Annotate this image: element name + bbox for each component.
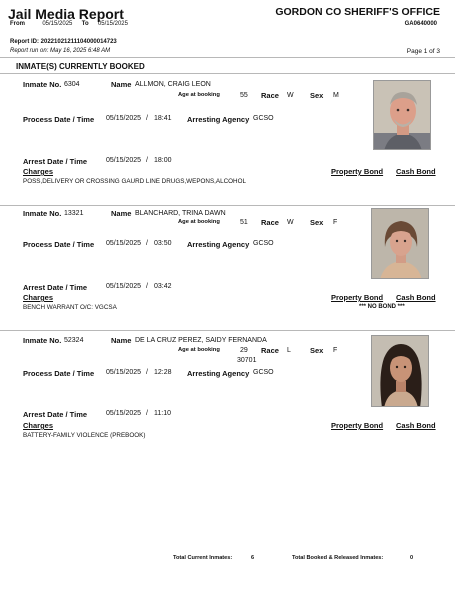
- sex-label: Sex: [310, 218, 324, 227]
- sex-label: Sex: [310, 346, 324, 355]
- total-booked-label: Total Booked & Released Inmates:: [292, 555, 384, 561]
- inmate-no-label: Inmate No.: [23, 336, 62, 345]
- zip-code: 30701: [237, 357, 257, 364]
- name-label: Name: [111, 336, 132, 345]
- charge-text: BENCH WARRANT O/C: VGCSA: [23, 304, 117, 311]
- report-id-value: 20221021211104000014723: [40, 39, 117, 45]
- process-time: 12:28: [154, 369, 172, 376]
- inmate-name: ALLMON, CRAIG LEON: [135, 80, 211, 88]
- process-time: 18:41: [154, 115, 172, 122]
- agency: GCSO: [253, 369, 274, 376]
- race: W: [287, 219, 294, 226]
- arrest-date: 05/15/2025: [106, 157, 142, 164]
- agency-label: Arresting Agency: [187, 115, 250, 124]
- cash-bond-label: Cash Bond: [396, 167, 436, 176]
- process-time: 03:50: [154, 240, 172, 247]
- arrest-time: 18:00: [154, 157, 172, 164]
- race: W: [287, 92, 294, 99]
- process-label: Process Date / Time: [23, 115, 95, 124]
- run-on-value: May 16, 2025 6:48 AM: [50, 48, 111, 54]
- age: 29: [240, 347, 248, 354]
- inmate-no: 13321: [64, 209, 84, 217]
- process-label: Process Date / Time: [23, 240, 95, 249]
- to-label: To: [81, 21, 89, 27]
- section-title: INMATE(S) CURRENTLY BOOKED: [16, 62, 145, 71]
- sex: F: [333, 219, 338, 226]
- arrest-time: 03:42: [154, 283, 172, 290]
- process-date: 05/15/2025: [106, 240, 142, 247]
- arrest-separator: /: [146, 283, 148, 290]
- agency-label: Arresting Agency: [187, 240, 250, 249]
- mugshot-photo: [371, 335, 429, 407]
- sex: M: [333, 92, 339, 99]
- run-on-label: Report run on:: [10, 48, 49, 54]
- charge-text: POSS,DELIVERY OR CROSSING GAURD LINE DRUGS,WEPONS,ALCOHOL: [23, 178, 247, 185]
- age: 55: [240, 92, 248, 99]
- divider: [0, 205, 455, 206]
- process-separator: /: [146, 115, 148, 122]
- inmate-no: 52324: [64, 336, 84, 344]
- arrest-separator: /: [146, 410, 148, 417]
- inmate-no-label: Inmate No.: [23, 209, 62, 218]
- sex-label: Sex: [310, 91, 324, 100]
- org-code: GA0640000: [404, 21, 437, 27]
- name-label: Name: [111, 209, 132, 218]
- race-label: Race: [261, 218, 279, 227]
- total-booked-value: 0: [410, 555, 414, 561]
- property-bond-label: Property Bond: [331, 421, 384, 430]
- age-label: Age at booking: [178, 347, 220, 353]
- report-id-label: Report ID:: [10, 39, 39, 45]
- race-label: Race: [261, 91, 279, 100]
- report-title: Jail Media Report: [8, 6, 124, 22]
- process-date: 05/15/2025: [106, 369, 142, 376]
- total-current-label: Total Current Inmates:: [173, 555, 233, 561]
- office-name: GORDON CO SHERIFF'S OFFICE: [275, 6, 440, 18]
- race-label: Race: [261, 346, 279, 355]
- divider: [0, 57, 455, 58]
- sex: F: [333, 347, 338, 354]
- arrest-label: Arrest Date / Time: [23, 157, 88, 166]
- age-label: Age at booking: [178, 219, 220, 225]
- inmate-no: 6304: [64, 80, 80, 88]
- charge-text: BATTERY-FAMILY VIOLENCE (PREBOOK): [23, 432, 146, 439]
- mugshot-photo: [373, 80, 431, 150]
- agency: GCSO: [253, 115, 274, 122]
- process-separator: /: [146, 240, 148, 247]
- run-on: [10, 48, 110, 54]
- report-id: [10, 39, 117, 45]
- age: 51: [240, 219, 248, 226]
- charges-label: Charges: [23, 167, 54, 176]
- process-label: Process Date / Time: [23, 369, 95, 378]
- charges-label: Charges: [23, 421, 54, 430]
- property-bond-label: Property Bond: [331, 293, 384, 302]
- page-number: Page 1 of 3: [406, 48, 440, 55]
- arrest-time: 11:10: [154, 410, 171, 417]
- charges-label: Charges: [23, 293, 54, 302]
- arrest-date: 05/15/2025: [106, 410, 142, 417]
- inmate-no-label: Inmate No.: [23, 80, 62, 89]
- agency: GCSO: [253, 240, 274, 247]
- name-label: Name: [111, 80, 132, 89]
- inmate-name: BLANCHARD, TRINA DAWN: [135, 209, 226, 217]
- age-label: Age at booking: [178, 92, 220, 98]
- divider: [0, 73, 455, 74]
- process-separator: /: [146, 369, 148, 376]
- to-date: 05/15/2025: [97, 21, 128, 27]
- race: L: [287, 347, 291, 354]
- arrest-separator: /: [146, 157, 148, 164]
- cash-bond-label: Cash Bond: [396, 421, 436, 430]
- from-date: 05/15/2025: [42, 21, 73, 27]
- mugshot-photo: [371, 208, 429, 279]
- inmate-name: DE LA CRUZ PEREZ, SAIDY FERNANDA: [135, 336, 267, 344]
- process-date: 05/15/2025: [106, 115, 142, 122]
- bond-status: *** NO BOND ***: [359, 304, 405, 310]
- from-label: From: [10, 21, 25, 27]
- total-current-value: 6: [251, 555, 255, 561]
- property-bond-label: Property Bond: [331, 167, 384, 176]
- arrest-label: Arrest Date / Time: [23, 410, 88, 419]
- date-range: [10, 21, 128, 27]
- arrest-date: 05/15/2025: [106, 283, 142, 290]
- agency-label: Arresting Agency: [187, 369, 250, 378]
- arrest-label: Arrest Date / Time: [23, 283, 88, 292]
- cash-bond-label: Cash Bond: [396, 293, 436, 302]
- divider: [0, 330, 455, 331]
